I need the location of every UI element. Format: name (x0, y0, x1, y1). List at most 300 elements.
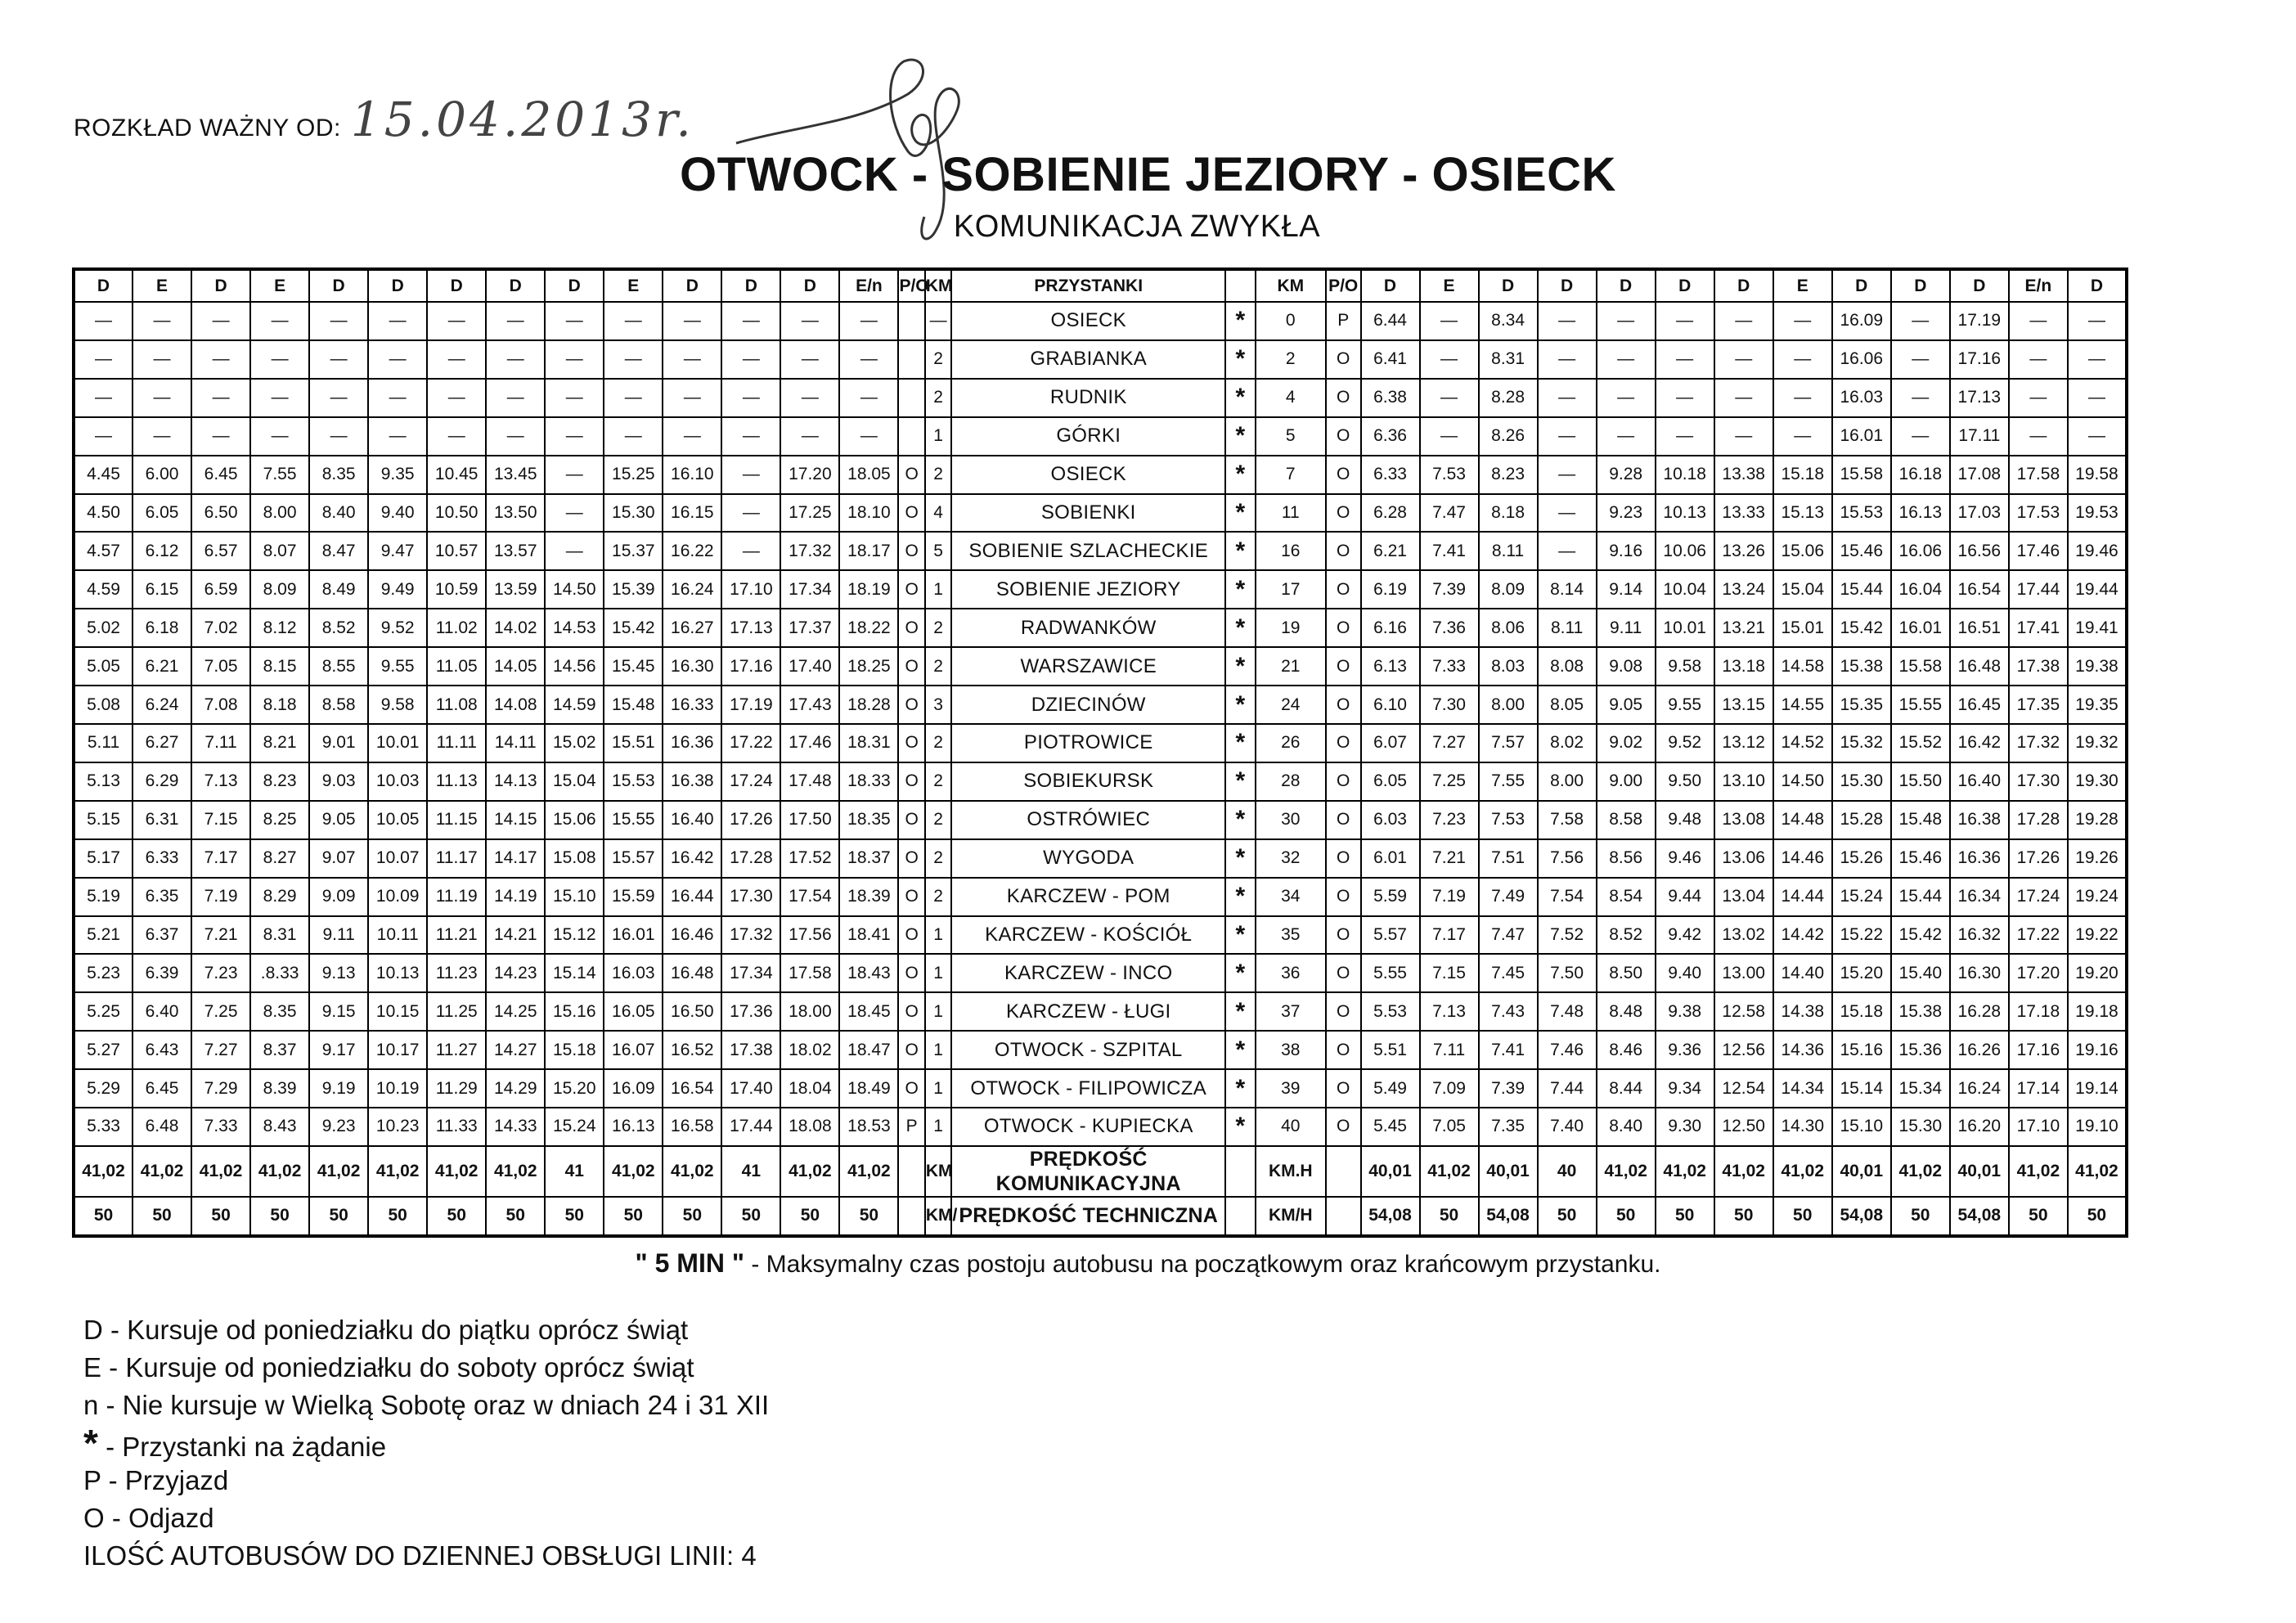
header-left-4: D (309, 269, 368, 302)
time-cell: 8.14 (1538, 570, 1597, 609)
time-cell: 17.38 (721, 1031, 780, 1069)
time-cell: — (1538, 456, 1597, 494)
time-cell: 18.45 (839, 992, 898, 1031)
time-cell: 4.50 (74, 494, 133, 533)
time-cell: 10.45 (427, 456, 486, 494)
table-row (74, 532, 2127, 570)
time-cell: — (2009, 417, 2068, 456)
stop-name: OSIECK (951, 456, 1225, 494)
time-cell: 8.05 (1538, 686, 1597, 724)
time-cell: — (1773, 379, 1832, 417)
time-cell: 17.22 (721, 724, 780, 762)
time-cell: 8.49 (309, 570, 368, 609)
time-cell: 19.41 (2068, 609, 2127, 647)
time-cell: 14.21 (486, 916, 545, 955)
time-cell: 9.28 (1597, 456, 1656, 494)
time-cell: 41 (545, 1146, 604, 1197)
time-cell: — (309, 340, 368, 379)
time-cell: — (1714, 379, 1773, 417)
time-cell: 41,02 (1656, 1146, 1714, 1197)
time-cell: 18.31 (839, 724, 898, 762)
time-cell: O (1326, 570, 1361, 609)
time-cell: 15.13 (1773, 494, 1832, 533)
time-cell: 17.20 (2009, 954, 2068, 992)
time-cell: 15.16 (1832, 1031, 1891, 1069)
table-row (74, 1031, 2127, 1069)
time-cell: 10.57 (427, 532, 486, 570)
time-cell: 15.55 (604, 801, 663, 839)
time-cell: 10.23 (368, 1108, 427, 1146)
time-cell: 8.02 (1538, 724, 1597, 762)
time-cell: 18.47 (839, 1031, 898, 1069)
time-cell: KM.H (1256, 1146, 1326, 1197)
time-cell: P (1326, 302, 1361, 340)
time-cell: 7.53 (1479, 801, 1538, 839)
time-cell: 5.51 (1361, 1031, 1420, 1069)
time-cell (898, 1197, 924, 1236)
time-cell: 7.47 (1420, 494, 1479, 533)
time-cell: — (191, 417, 250, 456)
request-stop-star-icon: * (83, 1422, 98, 1464)
stop-name: GRABIANKA (951, 340, 1225, 379)
time-cell: 7.15 (191, 801, 250, 839)
time-cell: 6.57 (191, 532, 250, 570)
time-cell: 17.54 (780, 878, 839, 916)
time-cell: — (604, 417, 663, 456)
time-cell: — (721, 302, 780, 340)
time-cell: — (486, 379, 545, 417)
time-cell: O (1326, 609, 1361, 647)
time-cell: 6.44 (1361, 302, 1420, 340)
time-cell: 17.30 (2009, 762, 2068, 801)
time-cell: 8.00 (1479, 686, 1538, 724)
time-cell: 6.59 (191, 570, 250, 609)
time-cell: 9.03 (309, 762, 368, 801)
time-cell: 7.15 (1420, 954, 1479, 992)
time-cell: — (663, 302, 721, 340)
time-cell: 6.41 (1361, 340, 1420, 379)
time-cell: 8.43 (250, 1108, 309, 1146)
time-cell: 50 (1538, 1197, 1597, 1236)
time-cell: 10.19 (368, 1069, 427, 1108)
time-cell: 50 (604, 1197, 663, 1236)
time-cell: — (1656, 379, 1714, 417)
header-left-9: E (604, 269, 663, 302)
header-left-8: D (545, 269, 604, 302)
time-cell: 19.24 (2068, 878, 2127, 916)
time-cell: 8.15 (250, 647, 309, 686)
time-cell: 15.44 (1832, 570, 1891, 609)
time-cell: 6.43 (133, 1031, 191, 1069)
time-cell: 10.13 (1656, 494, 1714, 533)
time-cell: 19.10 (2068, 1108, 2127, 1146)
time-cell: O (1326, 839, 1361, 878)
time-cell: 11.13 (427, 762, 486, 801)
time-cell: 6.03 (1361, 801, 1420, 839)
time-cell: 9.17 (309, 1031, 368, 1069)
time-cell: 6.19 (1361, 570, 1420, 609)
time-cell: 14.11 (486, 724, 545, 762)
time-cell: 11.17 (427, 839, 486, 878)
time-cell: O (1326, 724, 1361, 762)
header-left-2: D (191, 269, 250, 302)
time-cell: 15.20 (545, 1069, 604, 1108)
time-cell: 19.38 (2068, 647, 2127, 686)
time-cell: — (250, 417, 309, 456)
time-cell: 50 (663, 1197, 721, 1236)
time-cell: 50 (1597, 1197, 1656, 1236)
time-cell: KM/ (925, 1197, 951, 1236)
stop-name: KARCZEW - ŁUGI (951, 992, 1225, 1031)
time-cell: 8.34 (1479, 302, 1538, 340)
time-cell: — (133, 379, 191, 417)
time-cell: 14.46 (1773, 839, 1832, 878)
time-cell: 15.50 (1891, 762, 1950, 801)
time-cell: — (486, 340, 545, 379)
time-cell: 7.25 (1420, 762, 1479, 801)
time-cell: 5.19 (74, 878, 133, 916)
time-cell: — (1656, 417, 1714, 456)
time-cell: 9.34 (1656, 1069, 1714, 1108)
time-cell: 16.04 (1891, 570, 1950, 609)
header-left-7: D (486, 269, 545, 302)
time-cell: 26 (1256, 724, 1326, 762)
table-row (74, 878, 2127, 916)
time-cell: 17.16 (2009, 1031, 2068, 1069)
time-cell: 50 (309, 1197, 368, 1236)
time-cell: O (1326, 686, 1361, 724)
time-cell: 18.22 (839, 609, 898, 647)
time-cell: 9.30 (1656, 1108, 1714, 1146)
time-cell: 5.11 (74, 724, 133, 762)
time-cell: 8.12 (250, 609, 309, 647)
time-cell: 16.03 (1832, 379, 1891, 417)
time-cell: 35 (1256, 916, 1326, 955)
time-cell: — (74, 340, 133, 379)
time-cell: 10.07 (368, 839, 427, 878)
time-cell: 8.35 (250, 992, 309, 1031)
time-cell: 14.59 (545, 686, 604, 724)
route-subtitle: KOMUNIKACJA ZWYKŁA (953, 209, 1321, 244)
header-right-4: D (1479, 269, 1538, 302)
time-cell: — (427, 379, 486, 417)
time-cell: P (898, 1108, 924, 1146)
time-cell: 9.15 (309, 992, 368, 1031)
time-cell: 18.17 (839, 532, 898, 570)
time-cell: 9.47 (368, 532, 427, 570)
time-cell: 15.01 (1773, 609, 1832, 647)
table-row (74, 954, 2127, 992)
time-cell: O (1326, 916, 1361, 955)
time-cell: 6.33 (1361, 456, 1420, 494)
time-cell: 50 (191, 1197, 250, 1236)
time-cell: 6.01 (1361, 839, 1420, 878)
time-cell: 18.53 (839, 1108, 898, 1146)
time-cell: 16.48 (1950, 647, 2009, 686)
request-stop-marker: * (1225, 954, 1256, 992)
time-cell: 17.38 (2009, 647, 2068, 686)
stop-name: RUDNIK (951, 379, 1225, 417)
time-cell: — (1773, 302, 1832, 340)
header-right-12: D (1950, 269, 2009, 302)
time-cell: 16.22 (663, 532, 721, 570)
time-cell: 17.11 (1950, 417, 2009, 456)
time-cell: 50 (839, 1197, 898, 1236)
time-cell: 40 (1256, 1108, 1326, 1146)
time-cell: — (2009, 302, 2068, 340)
time-cell: 40 (1538, 1146, 1597, 1197)
time-cell: 41,02 (2068, 1146, 2127, 1197)
time-cell: — (925, 302, 951, 340)
time-cell: 5.45 (1361, 1108, 1420, 1146)
time-cell: 18.19 (839, 570, 898, 609)
time-cell: — (191, 302, 250, 340)
time-cell: 16.51 (1950, 609, 2009, 647)
time-cell: — (721, 456, 780, 494)
time-cell: 11.29 (427, 1069, 486, 1108)
time-cell: 4 (1256, 379, 1326, 417)
time-cell: 6.33 (133, 839, 191, 878)
time-cell: 50 (427, 1197, 486, 1236)
time-cell (1326, 1197, 1361, 1236)
time-cell: 8.54 (1597, 878, 1656, 916)
time-cell: 6.38 (1361, 379, 1420, 417)
time-cell: 40,01 (1832, 1146, 1891, 1197)
time-cell: 50 (1891, 1197, 1950, 1236)
time-cell: 5.13 (74, 762, 133, 801)
time-cell: 7.56 (1538, 839, 1597, 878)
time-cell: 16.03 (604, 954, 663, 992)
time-cell: 15.42 (604, 609, 663, 647)
time-cell: 2 (925, 762, 951, 801)
time-cell: 50 (1773, 1197, 1832, 1236)
table-row (74, 340, 2127, 379)
time-cell: 17.10 (2009, 1108, 2068, 1146)
legend-item-e: E - Kursuje od poniedziałku do soboty oprócz świąt (83, 1352, 694, 1382)
time-cell: 19.16 (2068, 1031, 2127, 1069)
time-cell: 9.19 (309, 1069, 368, 1108)
time-cell: 8.31 (250, 916, 309, 955)
time-cell: 7.40 (1538, 1108, 1597, 1146)
time-cell: 50 (74, 1197, 133, 1236)
time-cell: 50 (721, 1197, 780, 1236)
time-cell: — (1714, 340, 1773, 379)
time-cell: 15.42 (1891, 916, 1950, 955)
time-cell: 8.46 (1597, 1031, 1656, 1069)
time-cell: 7.41 (1479, 1031, 1538, 1069)
request-stop-marker: * (1225, 456, 1256, 494)
time-cell: 15.30 (1891, 1108, 1950, 1146)
time-cell: — (545, 302, 604, 340)
time-cell: 13.45 (486, 456, 545, 494)
time-cell: 11.15 (427, 801, 486, 839)
stop-time-note-label: " 5 MIN " (635, 1248, 744, 1278)
stop-name: OTWOCK - KUPIECKA (951, 1108, 1225, 1146)
time-cell: 13.38 (1714, 456, 1773, 494)
time-cell: 14.40 (1773, 954, 1832, 992)
time-cell: — (250, 340, 309, 379)
time-cell: 7.08 (191, 686, 250, 724)
stop-name: PIOTROWICE (951, 724, 1225, 762)
time-cell: 15.12 (545, 916, 604, 955)
time-cell: 4 (925, 494, 951, 533)
time-cell: 10.04 (1656, 570, 1714, 609)
time-cell: 8.37 (250, 1031, 309, 1069)
time-cell: 54,08 (1832, 1197, 1891, 1236)
header-left-1: E (133, 269, 191, 302)
header-right-6: D (1597, 269, 1656, 302)
time-cell: 11.25 (427, 992, 486, 1031)
time-cell: 15.44 (1891, 878, 1950, 916)
time-cell: 16.18 (1891, 456, 1950, 494)
time-cell: 18.37 (839, 839, 898, 878)
time-cell: 6.28 (1361, 494, 1420, 533)
time-cell: 14.19 (486, 878, 545, 916)
time-cell: 5.25 (74, 992, 133, 1031)
timetable-header-row (74, 269, 2127, 302)
time-cell: 16.06 (1891, 532, 1950, 570)
time-cell: 5.15 (74, 801, 133, 839)
time-cell: 9.55 (1656, 686, 1714, 724)
time-cell: 9.49 (368, 570, 427, 609)
time-cell: 15.48 (604, 686, 663, 724)
request-stop-marker: * (1225, 801, 1256, 839)
time-cell: 7.33 (1420, 647, 1479, 686)
time-cell: 14.38 (1773, 992, 1832, 1031)
time-cell: 10.03 (368, 762, 427, 801)
time-cell: 16.44 (663, 878, 721, 916)
time-cell: 1 (925, 992, 951, 1031)
time-cell: — (133, 302, 191, 340)
time-cell: 8.40 (309, 494, 368, 533)
time-cell: 8.58 (309, 686, 368, 724)
time-cell: — (839, 379, 898, 417)
time-cell: 15.42 (1832, 609, 1891, 647)
header-right-0: KM (1256, 269, 1326, 302)
legend-item-request-stops (83, 1424, 769, 1462)
time-cell: — (721, 379, 780, 417)
time-cell: 10.17 (368, 1031, 427, 1069)
time-cell: 15.24 (1832, 878, 1891, 916)
time-cell: 7.39 (1479, 1069, 1538, 1108)
time-cell: 18.04 (780, 1069, 839, 1108)
time-cell: 8.39 (250, 1069, 309, 1108)
time-cell: 15.55 (1891, 686, 1950, 724)
request-stop-marker: * (1225, 762, 1256, 801)
time-cell: 11.05 (427, 647, 486, 686)
time-cell: 11.02 (427, 609, 486, 647)
time-cell: 7.21 (1420, 839, 1479, 878)
time-cell: 13.59 (486, 570, 545, 609)
time-cell: 8.48 (1597, 992, 1656, 1031)
time-cell: 14.44 (1773, 878, 1832, 916)
time-cell: O (1326, 340, 1361, 379)
time-cell: — (1891, 417, 1950, 456)
time-cell: 40,01 (1950, 1146, 2009, 1197)
time-cell: 14.15 (486, 801, 545, 839)
legend-item-request-stops-text: - Przystanki na żądanie (106, 1432, 387, 1462)
time-cell: 41,02 (1891, 1146, 1950, 1197)
header-left-13: E/n (839, 269, 898, 302)
time-cell: 14.53 (545, 609, 604, 647)
time-cell: 7.47 (1479, 916, 1538, 955)
time-cell: 1 (925, 417, 951, 456)
time-cell: KM/H (1256, 1197, 1326, 1236)
time-cell: 17.18 (2009, 992, 2068, 1031)
header-left-14: P/O (898, 269, 924, 302)
time-cell: — (604, 340, 663, 379)
header-right-10: D (1832, 269, 1891, 302)
time-cell: 15.18 (1832, 992, 1891, 1031)
time-cell: 17 (1256, 570, 1326, 609)
header-left-6: D (427, 269, 486, 302)
stop-name: PRĘDKOŚĆ TECHNICZNA (951, 1197, 1225, 1236)
time-cell: 41,02 (1773, 1146, 1832, 1197)
time-cell: 41,02 (1597, 1146, 1656, 1197)
time-cell: 16.36 (1950, 839, 2009, 878)
time-cell: 17.26 (2009, 839, 2068, 878)
time-cell: 5.23 (74, 954, 133, 992)
time-cell: 8.58 (1597, 801, 1656, 839)
time-cell: 14.55 (1773, 686, 1832, 724)
time-cell: O (898, 609, 924, 647)
time-cell: 6.21 (133, 647, 191, 686)
time-cell: — (839, 340, 898, 379)
time-cell: 9.44 (1656, 878, 1714, 916)
time-cell: 11.27 (427, 1031, 486, 1069)
time-cell: 13.33 (1714, 494, 1773, 533)
time-cell: — (721, 494, 780, 533)
time-cell: — (309, 302, 368, 340)
time-cell: 15.52 (1891, 724, 1950, 762)
time-cell: — (839, 302, 898, 340)
time-cell: 17.40 (721, 1069, 780, 1108)
time-cell: 8.26 (1479, 417, 1538, 456)
time-cell: 17.34 (721, 954, 780, 992)
time-cell: O (898, 724, 924, 762)
time-cell: O (1326, 1108, 1361, 1146)
time-cell: — (427, 417, 486, 456)
time-cell: — (2068, 340, 2127, 379)
time-cell: — (1420, 340, 1479, 379)
time-cell: 16.40 (1950, 762, 2009, 801)
time-cell: 17.08 (1950, 456, 2009, 494)
time-cell: 7.55 (1479, 762, 1538, 801)
request-stop-marker: * (1225, 647, 1256, 686)
time-cell: 18.33 (839, 762, 898, 801)
time-cell: 19.32 (2068, 724, 2127, 762)
time-cell: 8.18 (1479, 494, 1538, 533)
time-cell: 19 (1256, 609, 1326, 647)
time-cell: — (545, 532, 604, 570)
time-cell: 9.52 (1656, 724, 1714, 762)
legend-item-d: D - Kursuje od poniedziałku do piątku oprócz świąt (83, 1315, 689, 1345)
request-stop-marker: * (1225, 1108, 1256, 1146)
header-right-3: E (1420, 269, 1479, 302)
time-cell: 9.48 (1656, 801, 1714, 839)
time-cell: 8.52 (309, 609, 368, 647)
time-cell: 15.18 (545, 1031, 604, 1069)
time-cell: 8.08 (1538, 647, 1597, 686)
time-cell: — (721, 532, 780, 570)
time-cell: 11.19 (427, 878, 486, 916)
time-cell: .8.33 (250, 954, 309, 992)
time-cell: 16.24 (1950, 1069, 2009, 1108)
stop-name: OSIECK (951, 302, 1225, 340)
time-cell: 0 (1256, 302, 1326, 340)
time-cell: 7.39 (1420, 570, 1479, 609)
time-cell: O (898, 647, 924, 686)
